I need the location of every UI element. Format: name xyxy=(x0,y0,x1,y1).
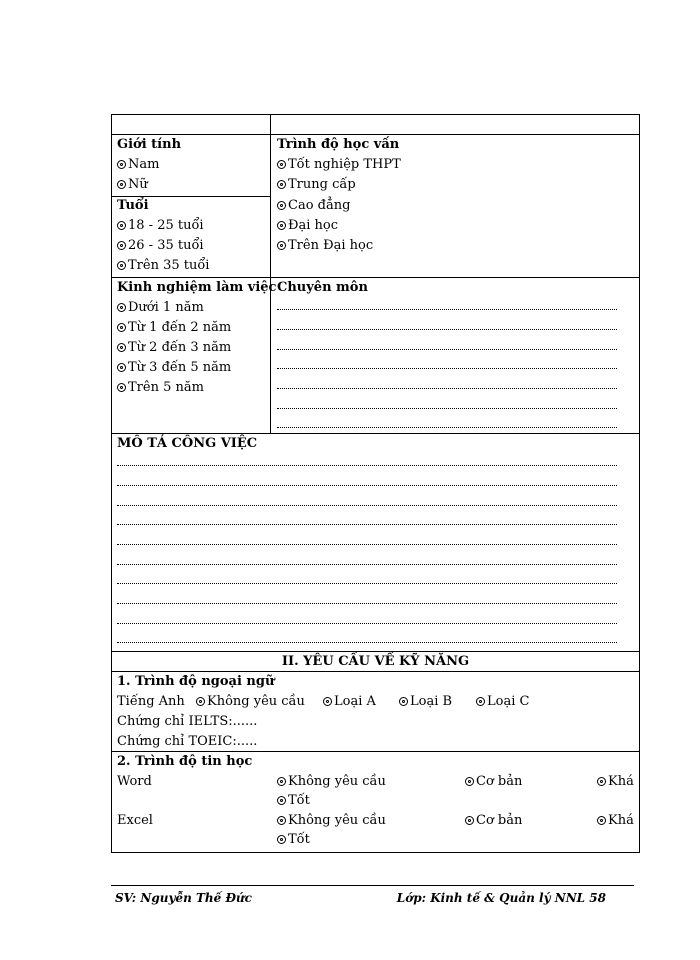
education-cell xyxy=(271,135,639,277)
education-title: Trình độ học vấn xyxy=(277,137,400,152)
gender-title: Giới tính xyxy=(117,137,182,152)
education-option-1[interactable]: Tốt nghiệp THPT xyxy=(277,157,401,173)
age-option-3[interactable]: Trên 35 tuổi xyxy=(117,258,209,274)
specialty-fill-line[interactable] xyxy=(277,408,617,409)
radio-icon xyxy=(117,261,126,270)
education-option-5[interactable]: Trên Đại học xyxy=(277,238,373,254)
radio-icon xyxy=(597,777,606,786)
radio-icon xyxy=(597,816,606,825)
age-title: Tuổi xyxy=(117,198,149,213)
radio-icon xyxy=(277,816,286,825)
language-label: Tiếng Anh xyxy=(117,694,185,709)
excel-option-fair[interactable]: Khá xyxy=(597,813,634,829)
radio-icon xyxy=(476,697,485,706)
experience-option-4[interactable]: Từ 3 đến 5 năm xyxy=(117,360,231,376)
radio-icon xyxy=(277,777,286,786)
education-option-2[interactable]: Trung cấp xyxy=(277,177,356,193)
specialty-fill-line[interactable] xyxy=(277,368,617,369)
experience-title: Kinh nghiệm làm việc xyxy=(117,280,277,295)
job-requirements-table xyxy=(111,114,640,853)
radio-icon xyxy=(117,160,126,169)
specialty-fill-line[interactable] xyxy=(277,309,617,310)
radio-icon xyxy=(117,221,126,230)
job-description-fill-line[interactable] xyxy=(117,642,617,643)
language-option-b[interactable]: Loại B xyxy=(399,694,452,710)
experience-row xyxy=(112,278,639,434)
radio-icon xyxy=(117,241,126,250)
skills-section-title: II. YÊU CẦU VỀ KỸ NĂNG xyxy=(281,654,470,669)
radio-icon xyxy=(117,343,126,352)
excel-option-none[interactable]: Không yêu cầu xyxy=(277,813,386,829)
specialty-cell xyxy=(271,278,639,433)
excel-option-basic[interactable]: Cơ bản xyxy=(465,813,522,829)
radio-icon xyxy=(277,160,286,169)
experience-cell xyxy=(112,278,277,433)
experience-option-2[interactable]: Từ 1 đến 2 năm xyxy=(117,320,231,336)
education-option-3[interactable]: Cao đẳng xyxy=(277,198,350,214)
radio-icon xyxy=(117,363,126,372)
footer-class: Lớp: Kinh tế & Quản lý NNL 58 xyxy=(396,891,606,905)
job-description-fill-line[interactable] xyxy=(117,544,617,545)
language-row xyxy=(112,672,639,752)
toeic-field[interactable]: Chứng chỉ TOEIC:..... xyxy=(117,734,258,749)
radio-icon xyxy=(399,697,408,706)
it-title: 2. Trình độ tin học xyxy=(117,754,253,769)
radio-icon xyxy=(277,796,286,805)
word-option-basic[interactable]: Cơ bản xyxy=(465,774,522,790)
footer-divider xyxy=(111,885,634,886)
excel-option-good[interactable]: Tốt xyxy=(277,832,310,848)
specialty-fill-line[interactable] xyxy=(277,329,617,330)
demographics-row xyxy=(112,135,639,278)
specialty-fill-line[interactable] xyxy=(277,388,617,389)
experience-option-1[interactable]: Dưới 1 năm xyxy=(117,300,204,316)
radio-icon xyxy=(277,241,286,250)
it-label-word: Word xyxy=(117,774,152,789)
job-description-fill-line[interactable] xyxy=(117,603,617,604)
radio-icon xyxy=(196,697,205,706)
radio-icon xyxy=(277,835,286,844)
job-description-fill-line[interactable] xyxy=(117,564,617,565)
footer-student: SV: Nguyễn Thế Đức xyxy=(115,891,252,905)
job-description-fill-line[interactable] xyxy=(117,623,617,624)
radio-icon xyxy=(465,777,474,786)
experience-option-5[interactable]: Trên 5 năm xyxy=(117,380,204,396)
word-option-fair[interactable]: Khá xyxy=(597,774,634,790)
job-description-fill-line[interactable] xyxy=(117,505,617,506)
job-description-fill-line[interactable] xyxy=(117,583,617,584)
specialty-fill-line[interactable] xyxy=(277,349,617,350)
radio-icon xyxy=(117,303,126,312)
gender-option-female[interactable]: Nữ xyxy=(117,177,148,193)
specialty-fill-line[interactable] xyxy=(277,427,617,428)
experience-option-3[interactable]: Từ 2 đến 3 năm xyxy=(117,340,231,356)
radio-icon xyxy=(277,221,286,230)
skills-section-row xyxy=(112,652,639,672)
radio-icon xyxy=(117,383,126,392)
radio-icon xyxy=(277,180,286,189)
language-option-c[interactable]: Loại C xyxy=(476,694,529,710)
radio-icon xyxy=(117,180,126,189)
gender-age-cell xyxy=(112,135,271,277)
language-title: 1. Trình độ ngoại ngữ xyxy=(117,674,275,689)
table-header-row xyxy=(112,115,639,135)
radio-icon xyxy=(277,201,286,210)
gender-option-male[interactable]: Nam xyxy=(117,157,159,173)
ielts-field[interactable]: Chứng chỉ IELTS:...... xyxy=(117,714,258,729)
word-option-good[interactable]: Tốt xyxy=(277,793,310,809)
it-label-excel: Excel xyxy=(117,813,153,828)
specialty-title: Chuyên môn xyxy=(277,280,368,295)
job-description-row xyxy=(112,434,639,652)
job-description-fill-line[interactable] xyxy=(117,465,617,466)
radio-icon xyxy=(323,697,332,706)
job-description-fill-line[interactable] xyxy=(117,485,617,486)
job-description-fill-line[interactable] xyxy=(117,524,617,525)
it-row xyxy=(112,752,639,852)
age-option-1[interactable]: 18 - 25 tuổi xyxy=(117,218,204,234)
radio-icon xyxy=(117,323,126,332)
education-option-4[interactable]: Đại học xyxy=(277,218,338,234)
word-option-none[interactable]: Không yêu cầu xyxy=(277,774,386,790)
job-description-title: MÔ TẢ CÔNG VIỆC xyxy=(117,436,258,451)
language-option-none[interactable]: Không yêu cầu xyxy=(196,694,305,710)
radio-icon xyxy=(465,816,474,825)
age-option-2[interactable]: 26 - 35 tuổi xyxy=(117,238,204,254)
language-option-a[interactable]: Loại A xyxy=(323,694,376,710)
